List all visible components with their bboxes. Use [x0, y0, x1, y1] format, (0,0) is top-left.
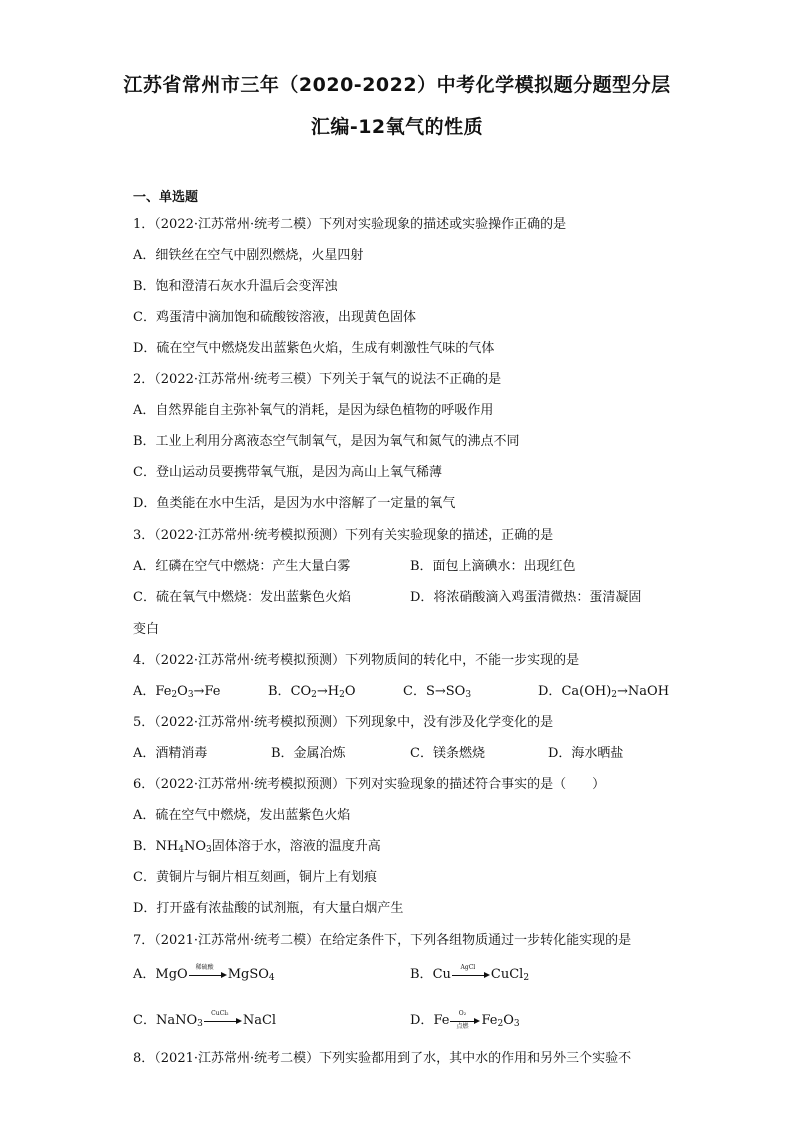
formula-part: Ca(OH) — [561, 684, 612, 699]
question-3-option-b: B．面包上滴碘水：出现红色 — [410, 559, 576, 574]
question-7-option-b — [410, 963, 529, 983]
question-3-option-d-line1: D．将浓硝酸滴入鸡蛋清微热：蛋清凝固 — [410, 590, 642, 605]
formula-part: NaNO — [155, 1013, 198, 1028]
formula-sub: 3 — [465, 690, 472, 700]
reaction-condition: 稀硫酸 — [195, 963, 214, 971]
question-4-option-a — [133, 680, 220, 700]
question-2-option-d: D．鱼类能在水中生活，是因为水中溶解了一定量的氧气 — [133, 496, 456, 511]
formula-part: S→SO — [425, 684, 466, 699]
question-1-option-b: B．饱和澄清石灰水升温后会变浑浊 — [133, 279, 338, 294]
reaction-arrow-icon — [189, 963, 227, 982]
question-2-option-b: B．工业上利用分离液态空气制氧气，是因为氧气和氮气的沸点不同 — [133, 434, 520, 449]
question-5-option-b: B．金属冶炼 — [271, 746, 346, 761]
formula-part: MgO — [155, 967, 188, 982]
option-label: B． — [268, 684, 291, 699]
question-1-option-c: C．鸡蛋清中滴加饱和硫酸铵溶液，出现黄色固体 — [133, 310, 416, 325]
formula-part: MgSO — [227, 967, 269, 982]
question-5-stem: 5．（2022·江苏常州·统考模拟预测）下列现象中，没有涉及化学变化的是 — [133, 715, 554, 730]
question-3-option-c: C．硫在氧气中燃烧：发出蓝紫色火焰 — [133, 590, 351, 605]
formula-part: →Fe — [193, 684, 221, 699]
document-title-line2: 汇编-12氧气的性质 — [310, 116, 484, 138]
question-1-option-a: A．细铁丝在空气中剧烈燃烧，火星四射 — [133, 248, 364, 263]
formula-part: →NaOH — [617, 684, 670, 699]
reaction-arrow-icon — [204, 1009, 242, 1028]
formula-sub: 2 — [339, 690, 345, 700]
question-5-option-d: D．海水晒盐 — [548, 746, 624, 761]
formula-part: B．NH — [133, 839, 179, 854]
question-7-option-c — [133, 1009, 276, 1029]
question-7-option-d — [410, 1009, 520, 1029]
formula-sub: 4 — [178, 845, 184, 855]
question-4-option-c — [403, 680, 471, 700]
question-1-stem: 1．（2022·江苏常州·统考二模）下列对实验现象的描述或实验操作正确的是 — [133, 217, 567, 232]
reaction-arrow-icon — [450, 1009, 480, 1030]
formula-sub: 2 — [311, 690, 317, 700]
question-6-stem: 6．（2022·江苏常州·统考模拟预测）下列对实验现象的描述符合事实的是（ ） — [133, 777, 606, 792]
formula-part: →H — [316, 684, 340, 699]
reaction-arrow-icon — [452, 963, 490, 982]
option-text: 固体溶于水，溶液的温度升高 — [211, 839, 381, 854]
formula-part: NO — [184, 839, 207, 854]
question-6-option-a: A．硫在空气中燃烧，发出蓝紫色火焰 — [133, 808, 351, 823]
formula-part: Fe — [155, 684, 172, 699]
question-2-option-c: C．登山运动员要携带氧气瓶，是因为高山上氧气稀薄 — [133, 465, 442, 480]
reaction-condition-top: O₂ — [458, 1009, 467, 1017]
formula-part: O — [503, 1013, 514, 1028]
formula-sub: 4 — [268, 973, 275, 983]
question-2-stem: 2．（2022·江苏常州·统考三模）下列关于氧气的说法不正确的是 — [133, 372, 502, 387]
option-label: B． — [410, 967, 433, 982]
option-label: C． — [133, 1013, 156, 1028]
question-4-stem: 4．（2022·江苏常州·统考模拟预测）下列物质间的转化中，不能一步实现的是 — [133, 653, 580, 668]
question-3-option-d-line2: 变白 — [133, 622, 160, 637]
question-3-option-a: A．红磷在空气中燃烧：产生大量白雾 — [133, 559, 351, 574]
question-8-stem: 8．（2021·江苏常州·统考二模）下列实验都用到了水，其中水的作用和另外三个实验不 — [133, 1051, 632, 1066]
question-6-option-b — [133, 835, 381, 855]
question-5-option-a: A．酒精消毒 — [133, 746, 208, 761]
formula-part: Fe — [433, 1013, 450, 1028]
formula-sub: 2 — [497, 1019, 504, 1029]
section-heading: 一、单选题 — [133, 190, 199, 205]
reaction-condition: CuCl₂ — [211, 1009, 229, 1017]
question-7-option-a — [133, 963, 275, 983]
formula-sub: 2 — [171, 690, 178, 700]
option-label: C． — [403, 684, 426, 699]
option-label: D． — [538, 684, 562, 699]
formula-part: NaCl — [242, 1013, 277, 1028]
formula-sub: 2 — [611, 690, 618, 700]
formula-sub: 3 — [206, 845, 212, 855]
reaction-condition-bottom: 点燃 — [456, 1022, 469, 1030]
formula-sub: 3 — [197, 1019, 203, 1029]
question-2-option-a: A．自然界能自主弥补氧气的消耗，是因为绿色植物的呼吸作用 — [133, 403, 494, 418]
reaction-condition: AgCl — [460, 963, 476, 971]
question-3-stem: 3．（2022·江苏常州·统考模拟预测）下列有关实验现象的描述，正确的是 — [133, 528, 554, 543]
question-5-option-c: C．镁条燃烧 — [410, 746, 485, 761]
formula-sub: 2 — [523, 973, 530, 983]
formula-sub: 3 — [187, 690, 194, 700]
document-title-line1: 江苏省常州市三年（2020-2022）中考化学模拟题分题型分层 — [123, 74, 671, 96]
question-4-option-d — [538, 680, 669, 700]
question-4-option-b — [268, 680, 356, 700]
question-6-option-d: D．打开盛有浓盐酸的试剂瓶，有大量白烟产生 — [133, 901, 404, 916]
formula-sub: 3 — [513, 1019, 520, 1029]
option-label: A． — [133, 967, 156, 982]
question-7-stem: 7．（2021·江苏常州·统考二模）在给定条件下，下列各组物质通过一步转化能实现的是 — [133, 933, 632, 948]
formula-part: CuCl — [490, 967, 524, 982]
formula-part: O — [344, 684, 356, 699]
formula-part: Fe — [481, 1013, 498, 1028]
option-label: A． — [133, 684, 156, 699]
formula-part: O — [177, 684, 188, 699]
formula-part: CO — [290, 684, 312, 699]
question-1-option-d: D．硫在空气中燃烧发出蓝紫色火焰，生成有刺激性气味的气体 — [133, 341, 495, 356]
formula-part: Cu — [432, 967, 451, 982]
option-label: D． — [410, 1013, 434, 1028]
question-6-option-c: C．黄铜片与铜片相互刻画，铜片上有划痕 — [133, 870, 377, 885]
